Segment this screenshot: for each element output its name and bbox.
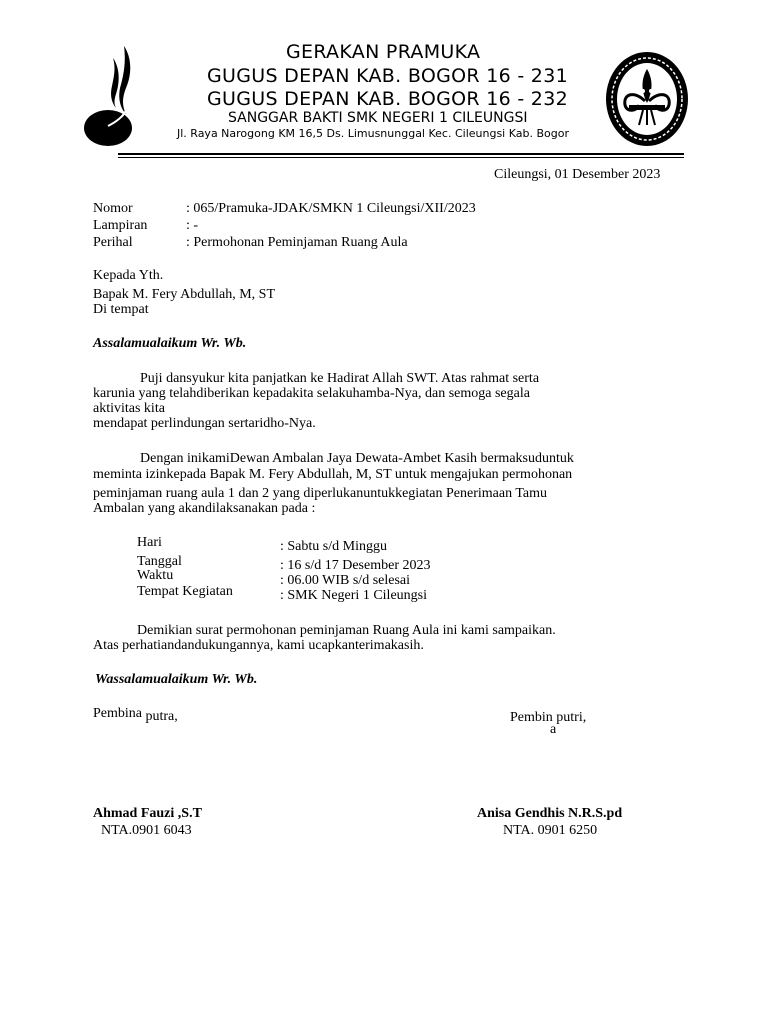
right-signatory-title: Pembin putri,	[510, 710, 587, 725]
left-signatory-nta: NTA.0901 6043	[101, 823, 192, 838]
nomor-label: Nomor	[93, 201, 133, 216]
lampiran-label: Lampiran	[93, 218, 148, 233]
header-rule-thin	[118, 157, 684, 158]
perihal-label: Perihal	[93, 235, 133, 250]
gugus-line-1: GUGUS DEPAN KAB. BOGOR 16 - 231	[207, 65, 568, 87]
left-title-part-b: putra,	[145, 709, 178, 724]
tempat-label: Tempat Kegiatan	[137, 584, 233, 599]
para1-line2: karunia yang telahdiberikan kepadakita selakuhamba-Nya, dan semoga segala	[93, 386, 530, 401]
para1-line3: aktivitas kita	[93, 401, 165, 416]
address-line: Jl. Raya Narogong KM 16,5 Ds. Limusnunggal Kec. Cileungsi Kab. Bogor	[177, 127, 569, 140]
para1-line4: mendapat perlindungan sertaridho-Nya.	[93, 416, 316, 431]
left-signatory-title	[93, 706, 178, 724]
salam-opening: Assalamualaikum Wr. Wb.	[93, 336, 247, 351]
waktu-value: : 06.00 WIB s/d selesai	[280, 573, 411, 588]
para2-line3: peminjaman ruang aula 1 dan 2 yang diperlukanuntukkegiatan Penerimaan Tamu	[93, 486, 548, 501]
perihal-value: : Permohonan Peminjaman Ruang Aula	[186, 235, 408, 250]
tanggal-value: : 16 s/d 17 Desember 2023	[280, 558, 431, 573]
tunas-kelapa-logo	[80, 44, 140, 150]
recipient-place: Di tempat	[93, 302, 149, 317]
gugus-line-2: GUGUS DEPAN KAB. BOGOR 16 - 232	[207, 88, 568, 110]
left-signatory-name: Ahmad Fauzi ,S.T	[93, 806, 202, 821]
para2-line2: meminta izinkepada Bapak M. Fery Abdullah, M, ST untuk mengajukan permohonan	[93, 467, 573, 482]
org-title: GERAKAN PRAMUKA	[286, 41, 481, 63]
kepada-line: Kepada Yth.	[93, 268, 164, 283]
para1-line1: Puji dansyukur kita panjatkan ke Hadirat Allah SWT. Atas rahmat serta	[140, 371, 540, 386]
recipient-name: Bapak M. Fery Abdullah, M, ST	[93, 287, 275, 302]
closing-line2: Atas perhatiandandukungannya, kami ucapkanterimakasih.	[93, 638, 424, 653]
para2-line1: Dengan inikamiDewan Ambalan Jaya Dewata-Ambet Kasih bermaksuduntuk	[140, 451, 574, 466]
letter-date: Cileungsi, 01 Desember 2023	[494, 167, 661, 182]
right-signatory-name: Anisa Gendhis N.R.S.pd	[477, 806, 623, 821]
tanggal-label: Tanggal	[137, 554, 182, 569]
closing-line1: Demikian surat permohonan peminjaman Ruang Aula ini kami sampaikan.	[137, 623, 556, 638]
para2-line4: Ambalan yang akandilaksanakan pada :	[93, 501, 316, 516]
hari-label: Hari	[137, 535, 162, 550]
header-rule-thick	[118, 153, 684, 155]
sanggar-line: SANGGAR BAKTI SMK NEGERI 1 CILEUNGSI	[228, 110, 528, 126]
right-signatory-nta: NTA. 0901 6250	[503, 823, 598, 838]
tempat-value: : SMK Negeri 1 Cileungsi	[280, 588, 427, 603]
lampiran-value: : -	[186, 218, 199, 233]
salam-closing: Wassalamualaikum Wr. Wb.	[95, 672, 258, 687]
right-signatory-title-suffix: a	[550, 722, 557, 737]
hari-value: : Sabtu s/d Minggu	[280, 539, 387, 554]
fleur-de-lis-emblem	[605, 51, 689, 147]
waktu-label: Waktu	[137, 568, 174, 583]
nomor-value: : 065/Pramuka-JDAK/SMKN 1 Cileungsi/XII/2023	[186, 201, 476, 216]
left-title-part-a: Pembina	[93, 706, 142, 721]
